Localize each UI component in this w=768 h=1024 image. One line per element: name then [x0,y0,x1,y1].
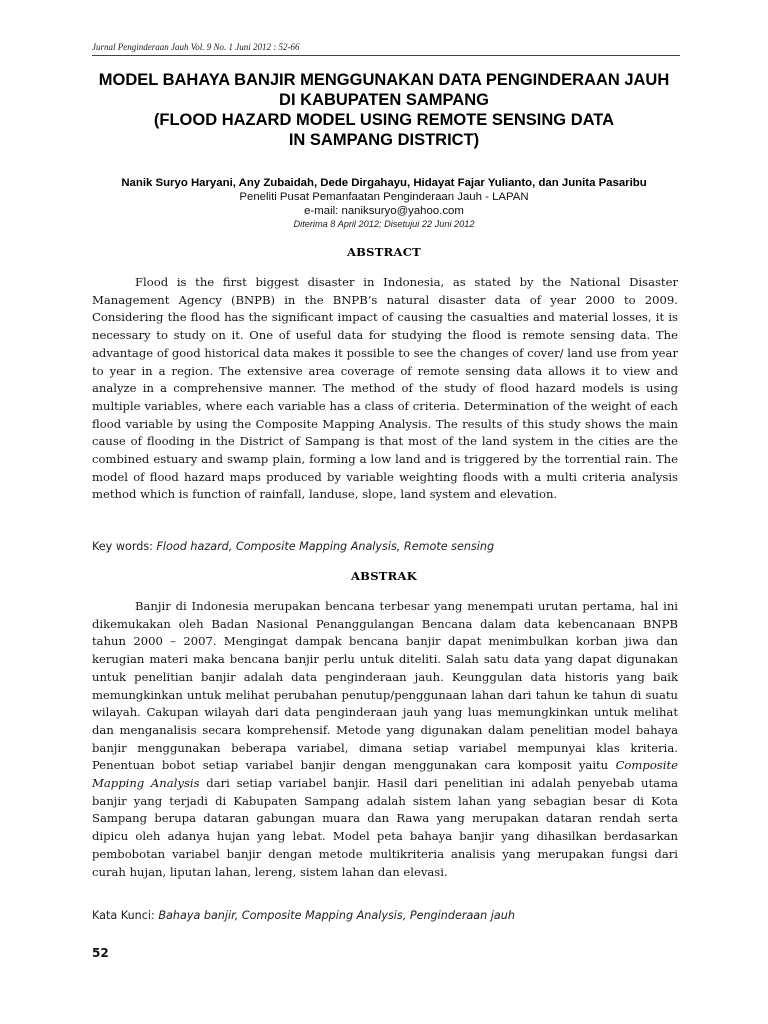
abstrak-text-part-2: dari setiap variabel banjir. Hasil dari penelitian ini adalah penyebab utama banjir yang terjadi di Kabupaten Sampang adalah sistem lahan yang sebagian besar di Kota Sampang berupa dataran gabungan muara dan Rawa yang merupakan dataran rendah serta dipicu oleh adanya hujan yang lebat. Model peta bahaya banjir yang dihasilkan berdasarkan pembobotan variabel banjir dengan metode multikriteria analisis yang merupakan fungsi dari curah hujan, liputan lahan, lereng, sistem lahan dan elevasi. [92,776,679,879]
running-head: Jurnal Penginderaan Jauh Vol. 9 No. 1 Juni 2012 : 52-66 [92,42,300,52]
keywords-label: Key words: [92,540,157,553]
abstract-heading: ABSTRACT [346,245,422,259]
header-rule [92,55,680,56]
received-accepted-dates: Diterima 8 April 2012; Disetujui 22 Juni 2012 [293,219,475,229]
kata-kunci-value: Bahaya banjir, Composite Mapping Analysis, Penginderaan jauh [158,909,515,922]
title-line-3: (FLOOD HAZARD MODEL USING REMOTE SENSING DATA [153,111,615,129]
abstrak-text-part-1: Banjir di Indonesia merupakan bencana terbesar yang menempati urutan pertama, hal ini dikemukakan oleh Badan Nasional Penanggulangan Bencana dalam data kebencanaan BNPB tahun 2000 – 2007. Mengingat dampak bencana banjir dapat menimbulkan korban jiwa dan kerugian materi maka bencana banjir perlu untuk diteliti. Salah satu data yang dapat digunakan untuk penelitian banjir adalah data penginderaan jauh. Keunggulan data historis yang baik memungkinkan untuk melihat perubahan penutup/penggunaan lahan dari tahun ke tahun di suatu wilayah. Cakupan wilayah dari data penginderaan jauh yang luas memungkinkan untuk melihat dan menganalisis secara komprehensif. Metode yang digunakan dalam penelitian model bahaya banjir menggunakan beberapa variabel, dimana setiap variabel mempunyai klas kriteria. Penentuan bobot setiap variabel banjir dengan menggunakan cara komposit yaitu [92,599,678,773]
page-number: 52 [92,946,109,960]
abstrak-text [92,598,678,881]
abstrak-text-italic: Composite Mapping Analysis [92,758,678,791]
title-line-4: IN SAMPANG DISTRICT) [288,131,480,149]
title-line-1: MODEL BAHAYA BANJIR MENGGUNAKAN DATA PENGINDERAAN JAUH [98,71,670,89]
abstrak-heading: ABSTRAK [350,569,418,583]
abstract-keywords [92,540,678,553]
title-line-2: DI KABUPATEN SAMPANG [279,91,489,109]
abstract-text: Flood is the first biggest disaster in Indonesia, as stated by the National Disaster Management Agency (BNPB) in the BNPB’s natural disaster data of year 2000 to 2009. Considering the flood has the significant impact of causing the casualties and material losses, it is necessary to study on it. One of useful data for studying the flood is remote sensing data. The advantage of good historical data makes it possible to see the changes of cover/ land use from year to year in a region. The extensive area coverage of remote sensing data allows it to view and analyze in a comprehensive manner. The method of the study of flood hazard models is using multiple variables, where each variable has a class of criteria. Determination of the weight of each flood variable by using the Composite Mapping Analysis. The results of this study shows the main cause of flooding in the District of Sampang is that most of the land system in the cities are the combined estuary and swamp plain, forming a low land and is triggered by the torrential rain. The model of flood hazard maps produced by variable weighting floods with a multi criteria analysis method which is function of rainfall, landuse, slope, land system and elevation. [92,275,678,502]
affiliation: Peneliti Pusat Pemanfaatan Penginderaan Jauh - LAPAN [239,191,529,203]
keywords-value: Flood hazard, Composite Mapping Analysis, Remote sensing [156,540,495,553]
abstrak-keywords [92,909,678,922]
author-email: e-mail: naniksuryo@yahoo.com [304,205,464,217]
paper-title [80,70,688,150]
author-list: Nanik Suryo Haryani, Any Zubaidah, Dede Dirgahayu, Hidayat Fajar Yulianto, dan Junita Pasaribu [121,177,647,189]
kata-kunci-label: Kata Kunci: [92,909,159,922]
